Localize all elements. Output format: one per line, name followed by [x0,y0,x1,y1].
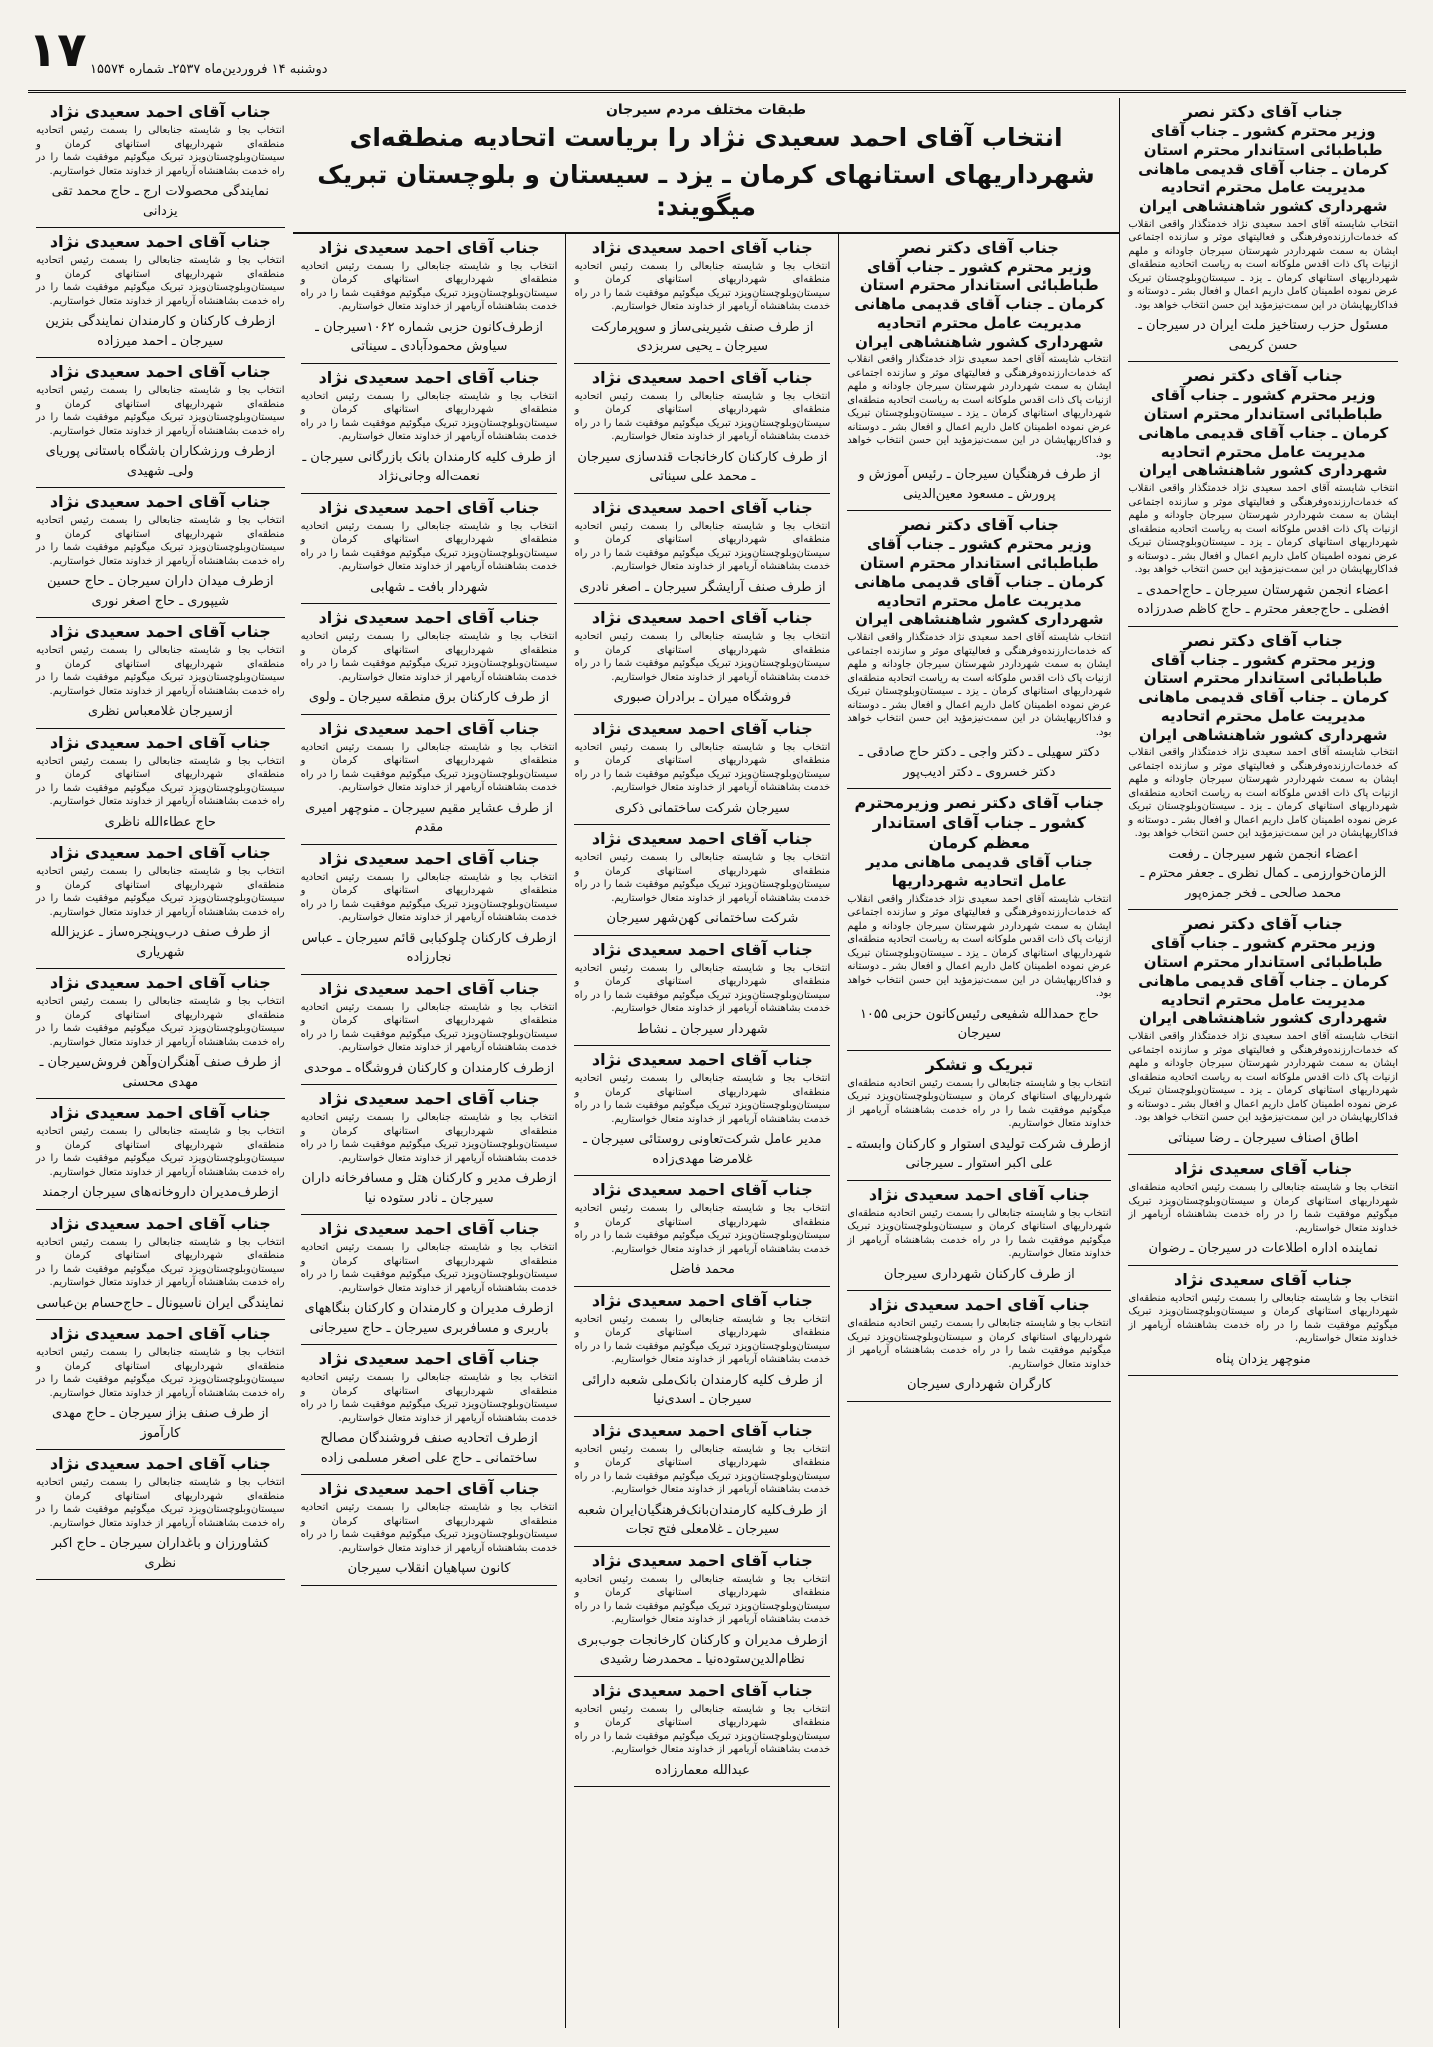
notice-title: جناب آقای احمد سعیدی نژاد [591,1290,813,1310]
notice-signature: از طرف صنف شیرینی‌ساز و سوپرمارکت سیرجان ـ یحیی سربزدی [591,319,814,354]
notice-body: انتخاب بجا و شایسته جنابعالی را بسمت رئیس اتحادیه منطقه‌ای شهرداریهای استانهای کرمان و سیستان‌وبلوچستان‌ویزد تبریک میگوئیم موفقیت شما را در راه خدمت بشاهنشاه آریامهر از خداوند متعال خواستاریم. [36,1477,285,1529]
notice-subtitle: وزیر محترم کشور ـ جناب آقای طباطبائی استاندار محترم استان کرمان ـ جناب آقای قدیمی ماهانی مدیریت عامل محترم اتحادیه شهرداری کشور شاهنشاهی ایران [1138,122,1389,215]
notice-title: جناب آقای دکتر نصر وزیرمحترم کشور ـ جناب آقای استاندار معظم کرمان [854,793,1105,852]
notice-subtitle: وزیر محترم کشور ـ جناب آقای طباطبائی استاندار محترم استان کرمان ـ جناب آقای قدیمی ماهانی مدیریت عامل محترم اتحادیه شهرداری کشور شاهنشاهی ایران [1138,386,1389,480]
notice [36,228,285,358]
notice-signature: ازطرف اتحادیه صنف فروشندگان مصالح ساختمانی ـ حاج علی اصغر مسلمی زاده [320,1431,538,1466]
masthead [28,18,1406,93]
column-4 [838,234,1119,2029]
notice-body: انتخاب بجا و شایسته جنابعالی را بسمت رئیس اتحادیه منطقه‌ای شهرداریهای استانهای کرمان و سیستان‌وبلوچستان‌ویزد تبریک میگوئیم موفقیت شما را در راه خدمت بشاهنشاه آریامهر از خداوند متعال خواستاریم. [300,741,558,793]
notice-subtitle: وزیر محترم کشور ـ جناب آقای طباطبائی استاندار محترم استان کرمان ـ جناب آقای قدیمی ماهانی مدیریت عامل محترم اتحادیه شهرداری کشور شاهنشاهی ایران [1138,934,1389,1028]
notice [301,1345,558,1475]
notice-body: انتخاب بجا و شایسته جنابعالی را بسمت رئیس اتحادیه منطقه‌ای شهرداریهای استانهای کرمان و سیستان‌وبلوچستان‌ویزد تبریک میگوئیم موفقیت شما را در راه خدمت بشاهنشاه آریامهر از خداوند متعال خواستاریم. [574,962,831,1014]
notice-body: انتخاب بجا و شایسته جنابعالی را بسمت رئیس اتحادیه منطقه‌ای شهرداریهای استانهای کرمان و سیستان‌وبلوچستان‌ویزد تبریک میگوئیم موفقیت شما را در راه خدمت بشاهنشاه آریامهر از خداوند متعال خواستاریم. [574,390,831,442]
notice-body: انتخاب بجا و شایسته جنابعالی را بسمت رئیس اتحادیه منطقه‌ای شهرداریهای استانهای کرمان و سیستان‌وبلوچستان‌ویزد تبریک میگوئیم موفقیت شما را در راه خدمت بشاهنشاه آریامهر از خداوند متعال خواستاریم. [574,741,831,793]
page-number: ۱۷ [28,22,87,78]
notice-body: انتخاب بجا و شایسته جنابعالی را بسمت رئیس اتحادیه منطقه‌ای شهرداریهای استانهای کرمان و سیستان‌وبلوچستان‌ویزد تبریک میگوئیم موفقیت شما را در راه خدمت بشاهنشاه آریامهر از خداوند متعال خواستاریم. [574,1573,831,1625]
notice-body: انتخاب بجا و شایسته جنابعالی را بسمت رئیس اتحادیه منطقه‌ای شهرداریهای استانهای کرمان و سیستان‌وبلوچستان‌ویزد تبریک میگوئیم موفقیت شما را در راه خدمت بشاهنشاه آریامهر از خداوند متعال خواستاریم. [847,1318,1112,1370]
notice-title: جناب آقای احمد سعیدی نژاد [591,497,813,517]
notice-body: انتخاب بجا و شایسته جنابعالی را بسمت رئیس اتحادیه منطقه‌ای شهرداریهای استانهای کرمان و سیستان‌وبلوچستان‌ویزد تبریک میگوئیم موفقیت شما را در راه خدمت بشاهنشاه آریامهر از خداوند متعال خواستاریم. [36,1236,285,1288]
column-5 [1119,98,1406,2028]
notice-signature: شرکت ساختمانی کهن‌شهر سیرجان [606,911,799,926]
notice-signature: کارگران شهرداری سیرجان [907,1377,1052,1392]
notice-body: انتخاب شایسته آقای احمد سعیدی نژاد خدمتگذار واقعی انقلاب که خدمات‌ارزنده‌وفرهنگی و فعالیتهای موثر و سازنده اجتماعی ایشان به سمت شهرداردر شهرستان سیرجان جاودانه و ملهم ازنیات پاک ذات اقدس ملوکانه است به ریاست اتحادیه منطقه‌ای شهرداریهای استانهای کرمان ـ یزد ـ سیستان‌وبلوچستان تبریک عرض نموده اطمینان کامل داریم اعمال و افعال بشر ـ دوستانه و فداکاریهایشان در این سمت‌نیزمؤید این حسن انتخاب خواهد بود. [1128,1031,1398,1123]
notice-title: جناب آقای احمد سعیدی نژاد [318,237,540,257]
notice-body: انتخاب بجا و شایسته جنابعالی را بسمت رئیس اتحادیه منطقه‌ای شهرداریهای استانهای کرمان و سیستان‌وبلوچستان‌ویزد تبریک میگوئیم موفقیت شما را در راه خدمت بشاهنشاه آریامهر از خداوند متعال خواستاریم. [36,866,285,918]
notice-signature: ازطرف مدیران و کارکنان کارخانجات جوب‌بری نظام‌الدین‌ستوده‌نیا ـ محمدرضا رشیدی [577,1632,828,1667]
notice-signature: عبدالله معمارزاده [654,1762,750,1778]
notice-signature: محمد فاضل [669,1262,735,1277]
headline-kicker: طبقات مختلف مردم سیرجان [605,102,807,118]
notice [574,234,830,364]
notice-signature: نماینده اداره اطلاعات در سیرجان ـ رضوان [1148,1241,1378,1256]
column-3 [565,234,838,2029]
notice-signature: از طرف صنف درب‌وپنجره‌ساز ـ عزیزالله شهریاری [50,925,271,960]
notice-title: جناب آقای دکتر نصر [1183,102,1343,121]
notice-title: جناب آقای سعیدی نژاد [1174,1269,1353,1289]
notice-signature: ازطرف مدیر و کارکنان هتل و مسافرخانه داران سیرجان ـ نادر ستوده نیا [301,1171,557,1206]
notice [574,1547,830,1677]
notice-subtitle: جناب آقای قدیمی ماهانی مدیر عامل اتحادیه شهرداریها [865,853,1093,890]
columns [28,98,1406,2028]
dateline: دوشنبه ۱۴ فروردین‌ماه ۲۵۳۷ـ شماره ۱۵۵۷۴ [90,62,328,77]
notice-signature: حاج عطاءالله ناظری [104,814,216,830]
notice-signature: نمایندگی ایران ناسیونال ـ حاج‌حسام بن‌عباسی [36,1295,285,1311]
notice-signature: فروشگاه میران ـ برادران صبوری [613,690,792,705]
headline-line-1: انتخاب آقای احمد سعیدی نژاد را بریاست اتحادیه منطقه‌ای [349,123,1063,152]
notice-signature: ازطرف شرکت تولیدی استوار و کارکنان وابسته ـ علی اکبر استوار ـ سیرجانی [847,1136,1111,1171]
notice-title: جناب آقای احمد سعیدی نژاد [318,1089,540,1108]
notice [36,969,285,1099]
notice-body: انتخاب بجا و شایسته جنابعالی را بسمت رئیس اتحادیه منطقه‌ای شهرداریهای استانهای کرمان و سیستان‌وبلوچستان‌ویزد تبریک میگوئیم موفقیت شما را در راه خدمت بشاهنشاه آریامهر از خداوند متعال خواستاریم. [300,1242,558,1294]
notice-title: جناب آقای احمد سعیدی نژاد [868,1295,1090,1314]
notice-body: انتخاب شایسته آقای احمد سعیدی نژاد خدمتگذار واقعی انقلاب که خدمات‌ارزنده‌وفرهنگی و فعالیتهای موثر و سازنده اجتماعی ایشان به سمت شهرداردر شهرستان سیرجان جاودانه و ملهم ازنیات پاک ذات اقدس ملوکانه است به ریاست اتحادیه منطقه‌ای شهرداریهای استانهای کرمان ـ یزد ـ سیستان‌وبلوچستان تبریک عرض نموده اطمینان کامل داریم اعمال و افعال بشر ـ دوستانه و فداکاریهایشان در این سمت‌نیزمؤید این حسن انتخاب خواهد بود. [847,632,1112,738]
notice-signature: کانون سپاهیان انقلاب سیرجان [347,1561,511,1576]
notice-title: جناب آقای احمد سعیدی نژاد [591,1050,813,1069]
notice-signature: سیرجان شرکت ساختمانی ذکری [614,800,790,816]
notice [574,825,830,936]
notice-title: جناب آقای احمد سعیدی نژاد [591,367,813,387]
notice-body: انتخاب بجا و شایسته جنابعالی را بسمت رئیس اتحادیه منطقه‌ای شهرداریهای استانهای کرمان و سیستان‌وبلوچستان‌ویزد تبریک میگوئیم موفقیت شما را در راه خدمت بشاهنشاه آریامهر از خداوند متعال خواستاریم. [36,1126,285,1178]
notice [301,364,558,494]
notice-body: انتخاب بجا و شایسته جنابعالی را بسمت رئیس اتحادیه منطقه‌ای شهرداریهای استانهای کرمان و سیستان‌وبلوچستان‌ویزد تبریک میگوئیم موفقیت شما را در راه خدمت بشاهنشاه آریامهر از خداوند متعال خواستاریم. [300,520,558,572]
notice [301,494,558,605]
notice-body: انتخاب بجا و شایسته جنابعالی را بسمت رئیس اتحادیه منطقه‌ای شهرداریهای استانهای کرمان و سیستان‌وبلوچستان‌ویزد تبریک میگوئیم موفقیت شما را در راه خدمت بشاهنشاه آریامهر از خداوند متعال خواستاریم. [574,852,831,904]
notice [847,789,1111,1051]
notice-body: انتخاب بجا و شایسته جنابعالی را بسمت رئیس اتحادیه منطقه‌ای شهرداریهای استانهای کرمان و سیستان‌وبلوچستان‌ویزد تبریک میگوئیم موفقیت شما را در راه خدمت بشاهنشاه آریامهر از خداوند متعال خواستاریم. [574,1703,831,1755]
notice-body: انتخاب بجا و شایسته جنابعالی را بسمت رئیس اتحادیه منطقه‌ای شهرداریهای استانهای کرمان و سیستان‌وبلوچستان‌ویزد تبریک میگوئیم موفقیت شما را در راه خدمت بشاهنشاه آریامهر از خداوند متعال خواستاریم. [36,645,285,697]
notice-body: انتخاب بجا و شایسته جنابعالی را بسمت رئیس اتحادیه منطقه‌ای شهرداریهای استانهای کرمان و سیستان‌وبلوچستان‌ویزد تبریک میگوئیم موفقیت شما را در راه خدمت بشاهنشاه آریامهر از خداوند متعال خواستاریم. [300,260,558,312]
notice-body: انتخاب شایسته آقای احمد سعیدی نژاد خدمتگذار واقعی انقلاب که خدمات‌ارزنده‌وفرهنگی و فعالیتهای موثر و سازنده اجتماعی ایشان به سمت شهرداردر شهرستان سیرجان جاودانه و ملهم ازنیات پاک ذات اقدس ملوکانه است به ریاست اتحادیه منطقه‌ای شهرداریهای استانهای کرمان ـ یزد ـ سیستان‌وبلوچستان تبریک عرض نموده اطمینان کامل داریم اعمال و افعال بشر ـ دوستانه و فداکاریهایشان در این سمت‌نیزمؤید این حسن انتخاب خواهد بود. [1128,483,1398,575]
notice-signature: ازسیرجان غلامعباس نظری [87,704,233,719]
notice-body: انتخاب شایسته آقای احمد سعیدی نژاد خدمتگذار واقعی انقلاب که خدمات‌ارزنده‌وفرهنگی و فعالیتهای موثر و سازنده اجتماعی ایشان به سمت شهرداردر شهرستان سیرجان جاودانه و ملهم ازنیات پاک ذات اقدس ملوکانه است به ریاست اتحادیه منطقه‌ای شهرداریهای استانهای کرمان ـ یزد ـ سیستان‌وبلوچستان تبریک عرض نموده اطمینان کامل داریم اعمال و افعال بشر ـ دوستانه و فداکاریهایشان در این سمت‌نیزمؤید این حسن انتخاب خواهد بود. [1128,218,1398,311]
notice-title: جناب آقای احمد سعیدی نژاد [591,718,813,738]
notice [36,1210,285,1321]
notice-body: انتخاب بجا و شایسته جنابعالی را بسمت رئیس اتحادیه منطقه‌ای شهرداریهای استانهای کرمان و سیستان‌وبلوچستان‌ویزد تبریک میگوئیم موفقیت شما را در راه خدمت بشاهنشاه آریامهر از خداوند متعال خواستاریم. [36,255,285,307]
notice-body: انتخاب بجا و شایسته جنابعالی را بسمت رئیس اتحادیه منطقه‌ای شهرداریهای استانهای کرمان و سیستان‌وبلوچستان‌ویزد تبریک میگوئیم موفقیت شما را در راه خدمت بشاهنشاه آریامهر از خداوند متعال خواستاریم. [36,996,285,1048]
notice [1128,98,1398,362]
notice [574,1677,830,1788]
notice-subtitle: وزیر محترم کشور ـ جناب آقای طباطبائی استاندار محترم استان کرمان ـ جناب آقای قدیمی ماهانی مدیریت عامل محترم اتحادیه شهرداری کشور شاهنشاهی ایران [854,257,1105,351]
notice-title: جناب آقای احمد سعیدی نژاد [591,1550,813,1570]
notice-title: جناب آقای احمد سعیدی نژاد [49,622,271,641]
column-2 [293,234,566,2029]
notice [36,618,285,729]
notice [36,729,285,840]
notice-body: انتخاب بجا و شایسته جنابعالی را بسمت رئیس اتحادیه منطقه‌ای شهرداریهای استانهای کرمان و سیستان‌وبلوچستان‌ویزد تبریک میگوئیم موفقیت شما را در راه خدمت بشاهنشاه آریامهر از خداوند متعال خواستاریم. [574,1073,831,1125]
notice [574,604,830,715]
notice [36,98,285,228]
notice [574,494,830,605]
notice-signature: ازطرف میدان داران سیرجان ـ حاج حسین شیپوری ـ حاج اصغر نوری [47,574,274,609]
notice-signature: حاج حمدالله شفیعی رئیس‌کانون حزبی ۱۰۵۵ سیرجان [859,1006,1099,1041]
notice-title: جناب آقای احمد سعیدی نژاد [868,1184,1090,1204]
notice-title: جناب آقای احمد سعیدی نژاد [591,237,813,257]
notice-title: جناب آقای سعیدی نژاد [1174,1159,1353,1178]
notice-body: انتخاب بجا و شایسته جنابعالی را بسمت رئیس اتحادیه منطقه‌ای شهرداریهای استانهای کرمان و سیستان‌وبلوچستان‌ویزد تبریک میگوئیم موفقیت شما را در راه خدمت بشاهنشاه آریامهر از خداوند متعال خواستاریم. [36,385,285,437]
notice-signature: مدیر عامل شرکت‌تعاونی روستائی سیرجان ـ غلامرضا مهدی‌زاده [583,1132,822,1167]
notice-signature: دکتر سهیلی ـ دکتر واجی ـ دکتر حاج صادقی ـ دکتر خسروی ـ دکتر ادیب‌پور [858,745,1100,780]
notice-title: جناب آقای احمد سعیدی نژاد [591,608,813,627]
notice-body: انتخاب بجا و شایسته جنابعالی را بسمت رئیس اتحادیه منطقه‌ای شهرداریهای استانهای کرمان و سیستان‌وبلوچستان‌ویزد تبریک میگوئیم موفقیت شما را در راه خدمت بشاهنشاه آریامهر از خداوند متعال خواستاریم. [1128,1182,1398,1234]
notice-signature: ازطرف کارکنان و کارمندان نمایندگی بنزین سیرجان ـ احمد میرزاده [45,314,276,349]
notice-body: انتخاب بجا و شایسته جنابعالی را بسمت رئیس اتحادیه منطقه‌ای شهرداریهای استانهای کرمان و سیستان‌وبلوچستان‌ویزد تبریک میگوئیم موفقیت شما را در راه خدمت بشاهنشاه آریامهر از خداوند متعال خواستاریم. [847,1207,1112,1259]
notice-signature: شهردار بافت ـ شهابی [370,579,488,595]
notice-signature: از طرف کلیه کارمندان بانک بازرگانی سیرجان ـ نعمت‌اله وجانی‌نژاد [302,449,556,484]
notice-title: جناب آقای دکتر نصر [1183,914,1343,934]
notice-body: انتخاب شایسته آقای احمد سعیدی نژاد خدمتگذار واقعی انقلاب که خدمات‌ارزنده‌وفرهنگی و فعالیتهای موثر و سازنده اجتماعی ایشان به سمت شهرداردر شهرستان سیرجان جاودانه و ملهم ازنیات پاک ذات اقدس ملوکانه است به ریاست اتحادیه منطقه‌ای شهرداریهای استانهای کرمان ـ یزد ـ سیستان‌وبلوچستان تبریک عرض نموده اطمینان کامل داریم اعمال و افعال بشر ـ دوستانه و فداکاریهایشان در این سمت‌نیزمؤید این حسن انتخاب خواهد بود. [847,893,1112,999]
notice [36,839,285,969]
notice-title: جناب آقای احمد سعیدی نژاد [49,232,271,251]
notice [301,1215,558,1345]
notice [847,1291,1111,1402]
notice-title: جناب آقای احمد سعیدی نژاد [49,843,271,862]
notice [1128,1155,1398,1266]
notice-title: جناب آقای دکتر نصر [1183,630,1343,650]
notice-title: جناب آقای احمد سعیدی نژاد [591,829,813,848]
notice-signature: اعضاء انجمن شهرستان سیرجان ـ حاج‌احمدی ـ افضلی ـ حاج‌جعفر محترم ـ حاج کاظم صدرزاده [1137,582,1390,617]
notice-title: جناب آقای احمد سعیدی نژاد [49,973,271,992]
notice-signature: کشاورزان و باغداران سیرجان ـ حاج اکبر نظری [51,1536,270,1571]
notice-body: انتخاب بجا و شایسته جنابعالی را بسمت رئیس اتحادیه منطقه‌ای شهرداریهای استانهای کرمان و سیستان‌وبلوچستان‌ویزد تبریک میگوئیم موفقیت شما را در راه خدمت بشاهنشاه آریامهر از خداوند متعال خواستاریم. [574,1443,831,1495]
notice-body: انتخاب بجا و شایسته جنابعالی را بسمت رئیس اتحادیه منطقه‌ای شهرداریهای استانهای کرمان و سیستان‌وبلوچستان‌ویزد تبریک میگوئیم موفقیت شما را در راه خدمت بشاهنشاه آریامهر از خداوند متعال خواستاریم. [36,1347,285,1399]
notice-body: انتخاب بجا و شایسته جنابعالی را بسمت رئیس اتحادیه منطقه‌ای شهرداریهای استانهای کرمان و سیستان‌وبلوچستان‌ویزد تبریک میگوئیم موفقیت شما را در راه خدمت بشاهنشاه آریامهر از خداوند متعال خواستاریم. [300,631,558,683]
center-span [293,98,1120,2028]
notice-signature: از طرف کارکنان برق منطقه سیرجان ـ ولوی [308,690,550,705]
notice [574,1176,830,1287]
notice-signature: از طرف‌کلیه کارمندان‌بانک‌فرهنگیان‌ایران شعبه سیرجان ـ غلامعلی فتح تجات [577,1502,827,1537]
notice-signature: ازطرف مدیران و کارمندان و کارکنان بنگاههای باربری و مسافربری سیرجان ـ حاج سیرجانی [304,1301,554,1336]
notice-subtitle: وزیر محترم کشور ـ جناب آقای طباطبائی استاندار محترم استان کرمان ـ جناب آقای قدیمی ماهانی مدیریت عامل محترم اتحادیه شهرداری کشور شاهنشاهی ایران [1138,650,1389,744]
notice-signature: اعضاء انجمن شهر سیرجان ـ رفعت الزمان‌خوارزمی ـ کمال نظری ـ جعفر محترم ـ محمد صالحی ـ فخر جمزه‌پور [1140,846,1386,901]
notice-signature: از طرف فرهنگیان سیرجان ـ رئیس آموزش و پرورش ـ مسعود معین‌الدینی [858,467,1101,502]
notice [574,364,830,494]
notice-signature: نمایندگی محصولات ارج ـ حاج محمد تقی یزدانی [51,184,270,219]
notice [847,511,1111,789]
notice-subtitle: وزیر محترم کشور ـ جناب آقای طباطبائی استاندار محترم استان کرمان ـ جناب آقای قدیمی ماهانی مدیریت عامل محترم اتحادیه شهرداری کشور شاهنشاهی ایران [854,535,1105,629]
notice-signature: اطاق اصناف سیرجان ـ رضا سیناتی [1167,1130,1359,1146]
notice-body: انتخاب بجا و شایسته جنابعالی را بسمت رئیس اتحادیه منطقه‌ای شهرداریهای استانهای کرمان و سیستان‌وبلوچستان‌ویزد تبریک میگوئیم موفقیت شما را در راه خدمت بشاهنشاه آریامهر از خداوند متعال خواستاریم. [574,1203,831,1255]
notice-title: جناب آقای احمد سعیدی نژاد [591,1680,813,1700]
notice [301,1085,558,1215]
notice-title: جناب آقای احمد سعیدی نژاد [318,848,540,868]
notice [36,488,285,618]
notice-signature: ازطرف‌کانون حزبی شماره ۱۰۶۲سیرجان ـ سیاوش محمودآبادی ـ سیناتی [315,319,543,354]
notice-signature: از طرف کارکنان کارخانجات قندسازی سیرجان ـ محمد علی سیناتی [577,449,828,484]
notice [1128,1266,1398,1377]
notice [36,1320,285,1450]
notice-body: انتخاب بجا و شایسته جنابعالی را بسمت رئیس اتحادیه منطقه‌ای شهرداریهای استانهای کرمان و سیستان‌وبلوچستان‌ویزد تبریک میگوئیم موفقیت شما را در راه خدمت بشاهنشاه آریامهر از خداوند متعال خواستاریم. [847,1077,1112,1129]
notice-title: جناب آقای احمد سعیدی نژاد [318,367,540,387]
notice-body: انتخاب شایسته آقای احمد سعیدی نژاد خدمتگذار واقعی انقلاب که خدمات‌ارزنده‌وفرهنگی و فعالیتهای موثر و سازنده اجتماعی ایشان به سمت شهرداردر شهرستان سیرجان جاودانه و ملهم ازنیات پاک ذات اقدس ملوکانه است به ریاست اتحادیه منطقه‌ای شهرداریهای استانهای کرمان ـ یزد ـ سیستان‌وبلوچستان تبریک عرض نموده اطمینان کامل داریم اعمال و افعال بشر ـ دوستانه و فداکاریهایشان در این سمت‌نیزمؤید این حسن انتخاب خواهد بود. [1128,747,1398,840]
notice-title: جناب آقای احمد سعیدی نژاد [49,362,271,381]
notice [301,604,558,715]
notice-signature: ازطرف کارکنان چلوکبابی قائم سیرجان ـ عباس نجارزاده [301,930,557,965]
notice-body: انتخاب بجا و شایسته جنابعالی را بسمت رئیس اتحادیه منطقه‌ای شهرداریهای استانهای کرمان و سیستان‌وبلوچستان‌ویزد تبریک میگوئیم موفقیت شما را در راه خدمت بشاهنشاه آریامهر از خداوند متعال خواستاریم. [36,125,285,177]
notice-title: جناب آقای احمد سعیدی نژاد [49,1324,271,1343]
center-columns [293,234,1120,2029]
notice-title: جناب آقای دکتر نصر [1183,366,1343,386]
notice-body: انتخاب بجا و شایسته جنابعالی را بسمت رئیس اتحادیه منطقه‌ای شهرداریهای استانهای کرمان و سیستان‌وبلوچستان‌ویزد تبریک میگوئیم موفقیت شما را در راه خدمت بشاهنشاه آریامهر از خداوند متعال خواستاریم. [574,520,831,572]
notice [1128,627,1398,911]
notice [36,1099,285,1210]
notice [36,358,285,488]
notice-body: انتخاب بجا و شایسته جنابعالی را بسمت رئیس اتحادیه منطقه‌ای شهرداریهای استانهای کرمان و سیستان‌وبلوچستان‌ویزد تبریک میگوئیم موفقیت شما را در راه خدمت بشاهنشاه آریامهر از خداوند متعال خواستاریم. [300,1001,558,1053]
notice-title: جناب آقای احمد سعیدی نژاد [318,1479,540,1498]
notice-body: انتخاب بجا و شایسته جنابعالی را بسمت رئیس اتحادیه منطقه‌ای شهرداریهای استانهای کرمان و سیستان‌وبلوچستان‌ویزد تبریک میگوئیم موفقیت شما را در راه خدمت بشاهنشاه آریامهر از خداوند متعال خواستاریم. [36,515,285,567]
headline-line-2: شهرداریهای استانهای کرمان ـ یزد ـ سیستان و بلوچستان تبریک میگویند: [317,159,1095,221]
notice-title: جناب آقای احمد سعیدی نژاد [318,497,540,517]
notice [1128,910,1398,1155]
notice-title: جناب آقای احمد سعیدی نژاد [318,1349,540,1368]
notice-body: انتخاب بجا و شایسته جنابعالی را بسمت رئیس اتحادیه منطقه‌ای شهرداریهای استانهای کرمان و سیستان‌وبلوچستان‌ویزد تبریک میگوئیم موفقیت شما را در راه خدمت بشاهنشاه آریامهر از خداوند متعال خواستاریم. [574,1313,831,1365]
notice [1128,362,1398,626]
notice [574,1046,830,1176]
notice [301,845,558,975]
notice-title: جناب آقای احمد سعیدی نژاد [591,1420,813,1440]
notice-signature: ازطرف ورزشکاران باشگاه باستانی پوریای ولی‌ـ شهیدی [45,444,275,479]
notice [574,1287,830,1417]
notice-title: جناب آقای احمد سعیدی نژاد [591,939,813,959]
notice-signature: مسئول حزب رستاخیز ملت ایران در سیرجان ـ حسن کریمی [1138,318,1389,353]
notice-title: جناب آقای احمد سعیدی نژاد [591,1180,813,1199]
notice [574,715,830,826]
notice-signature: از طرف کلیه کارمندان بانک‌ملی شعبه دارائی سیرجان ـ اسدی‌نیا [581,1372,823,1407]
notice-title: جناب آقای احمد سعیدی نژاد [318,1219,540,1238]
notice [574,1417,830,1547]
notice-signature: از طرف صنف آرایشگر سیرجان ـ اصغر نادری [579,579,826,595]
notice-title: جناب آقای احمد سعیدی نژاد [318,718,540,738]
newspaper-page [28,18,1406,2028]
notice-body: انتخاب بجا و شایسته جنابعالی را بسمت رئیس اتحادیه منطقه‌ای شهرداریهای استانهای کرمان و سیستان‌وبلوچستان‌ویزد تبریک میگوئیم موفقیت شما را در راه خدمت بشاهنشاه آریامهر از خداوند متعال خواستاریم. [300,390,558,442]
notice-body: انتخاب بجا و شایسته جنابعالی را بسمت رئیس اتحادیه منطقه‌ای شهرداریهای استانهای کرمان و سیستان‌وبلوچستان‌ویزد تبریک میگوئیم موفقیت شما را در راه خدمت بشاهنشاه آریامهر از خداوند متعال خواستاریم. [300,1372,558,1424]
notice-title: تبریک و تشکر [925,1054,1034,1074]
column-1 [28,98,293,2028]
notice-signature: ازطرف‌مدیران داروخانه‌های سیرجان ارجمند [42,1185,279,1200]
notice [847,1181,1111,1292]
notice [847,1051,1111,1181]
notice-body: انتخاب شایسته آقای احمد سعیدی نژاد خدمتگذار واقعی انقلاب که خدمات‌ارزنده‌وفرهنگی و فعالیتهای موثر و سازنده اجتماعی ایشان به سمت شهرداردر شهرستان سیرجان جاودانه و ملهم ازنیات پاک ذات اقدس ملوکانه است به ریاست اتحادیه منطقه‌ای شهرداریهای استانهای کرمان ـ یزد ـ سیستان‌وبلوچستان تبریک عرض نموده اطمینان کامل داریم اعمال و افعال بشر ـ دوستانه و فداکاریهایشان در این سمت‌نیزمؤید این حسن انتخاب خواهد بود. [847,354,1112,460]
notice [301,234,558,364]
notice-title: جناب آقای احمد سعیدی نژاد [49,492,271,511]
notice-body: انتخاب بجا و شایسته جنابعالی را بسمت رئیس اتحادیه منطقه‌ای شهرداریهای استانهای کرمان و سیستان‌وبلوچستان‌ویزد تبریک میگوئیم موفقیت شما را در راه خدمت بشاهنشاه آریامهر از خداوند متعال خواستاریم. [300,1112,558,1164]
notice [301,975,558,1086]
headline-block [293,98,1120,234]
notice [301,715,558,845]
notice-signature: از طرف عشایر مقیم سیرجان ـ منوچهر امیری مقدم [305,800,554,835]
notice-title: جناب آقای احمد سعیدی نژاد [49,1213,271,1233]
notice-body: انتخاب بجا و شایسته جنابعالی را بسمت رئیس اتحادیه منطقه‌ای شهرداریهای استانهای کرمان و سیستان‌وبلوچستان‌ویزد تبریک میگوئیم موفقیت شما را در راه خدمت بشاهنشاه آریامهر از خداوند متعال خواستاریم. [1128,1292,1398,1344]
notice-signature: شهردار سیرجان ـ نشاط [637,1021,768,1037]
notice-body: انتخاب بجا و شایسته جنابعالی را بسمت رئیس اتحادیه منطقه‌ای شهرداریهای استانهای کرمان و سیستان‌وبلوچستان‌ویزد تبریک میگوئیم موفقیت شما را در راه خدمت بشاهنشاه آریامهر از خداوند متعال خواستاریم. [574,631,831,683]
notice-title: جناب آقای احمد سعیدی نژاد [318,608,540,627]
notice-title: جناب آقای احمد سعیدی نژاد [49,102,271,121]
notice-title: جناب آقای احمد سعیدی نژاد [49,732,271,752]
notice-body: انتخاب بجا و شایسته جنابعالی را بسمت رئیس اتحادیه منطقه‌ای شهرداریهای استانهای کرمان و سیستان‌وبلوچستان‌ویزد تبریک میگوئیم موفقیت شما را در راه خدمت بشاهنشاه آریامهر از خداوند متعال خواستاریم. [300,1502,558,1554]
notice-title: جناب آقای احمد سعیدی نژاد [49,1103,271,1122]
notice [301,1475,558,1586]
notice-title: جناب آقای احمد سعیدی نژاد [318,978,540,998]
notice-signature: از طرف صنف بزاز سیرجان ـ حاج مهدی کارآموز [52,1406,269,1441]
notice-title: جناب آقای دکتر نصر [899,237,1059,257]
notice-title: جناب آقای دکتر نصر [899,515,1059,535]
notice-title: جناب آقای احمد سعیدی نژاد [49,1454,271,1473]
notice-body: انتخاب بجا و شایسته جنابعالی را بسمت رئیس اتحادیه منطقه‌ای شهرداریهای استانهای کرمان و سیستان‌وبلوچستان‌ویزد تبریک میگوئیم موفقیت شما را در راه خدمت بشاهنشاه آریامهر از خداوند متعال خواستاریم. [300,871,558,923]
notice-signature: از طرف صنف آهنگران‌وآهن فروش‌سیرجان ـ مهدی محسنی [39,1055,281,1090]
notice-signature: منوچهر یزدان پناه [1215,1351,1311,1367]
notice [847,234,1111,512]
notice-body: انتخاب بجا و شایسته جنابعالی را بسمت رئیس اتحادیه منطقه‌ای شهرداریهای استانهای کرمان و سیستان‌وبلوچستان‌ویزد تبریک میگوئیم موفقیت شما را در راه خدمت بشاهنشاه آریامهر از خداوند متعال خواستاریم. [574,260,831,312]
notice-body: انتخاب بجا و شایسته جنابعالی را بسمت رئیس اتحادیه منطقه‌ای شهرداریهای استانهای کرمان و سیستان‌وبلوچستان‌ویزد تبریک میگوئیم موفقیت شما را در راه خدمت بشاهنشاه آریامهر از خداوند متعال خواستاریم. [36,755,285,807]
notice-signature: ازطرف کارمندان و کارکنان فروشگاه ـ موحدی [303,1060,555,1076]
notice [574,936,830,1047]
notice [36,1450,285,1580]
notice-signature: از طرف کارکنان شهرداری سیرجان [883,1266,1075,1282]
